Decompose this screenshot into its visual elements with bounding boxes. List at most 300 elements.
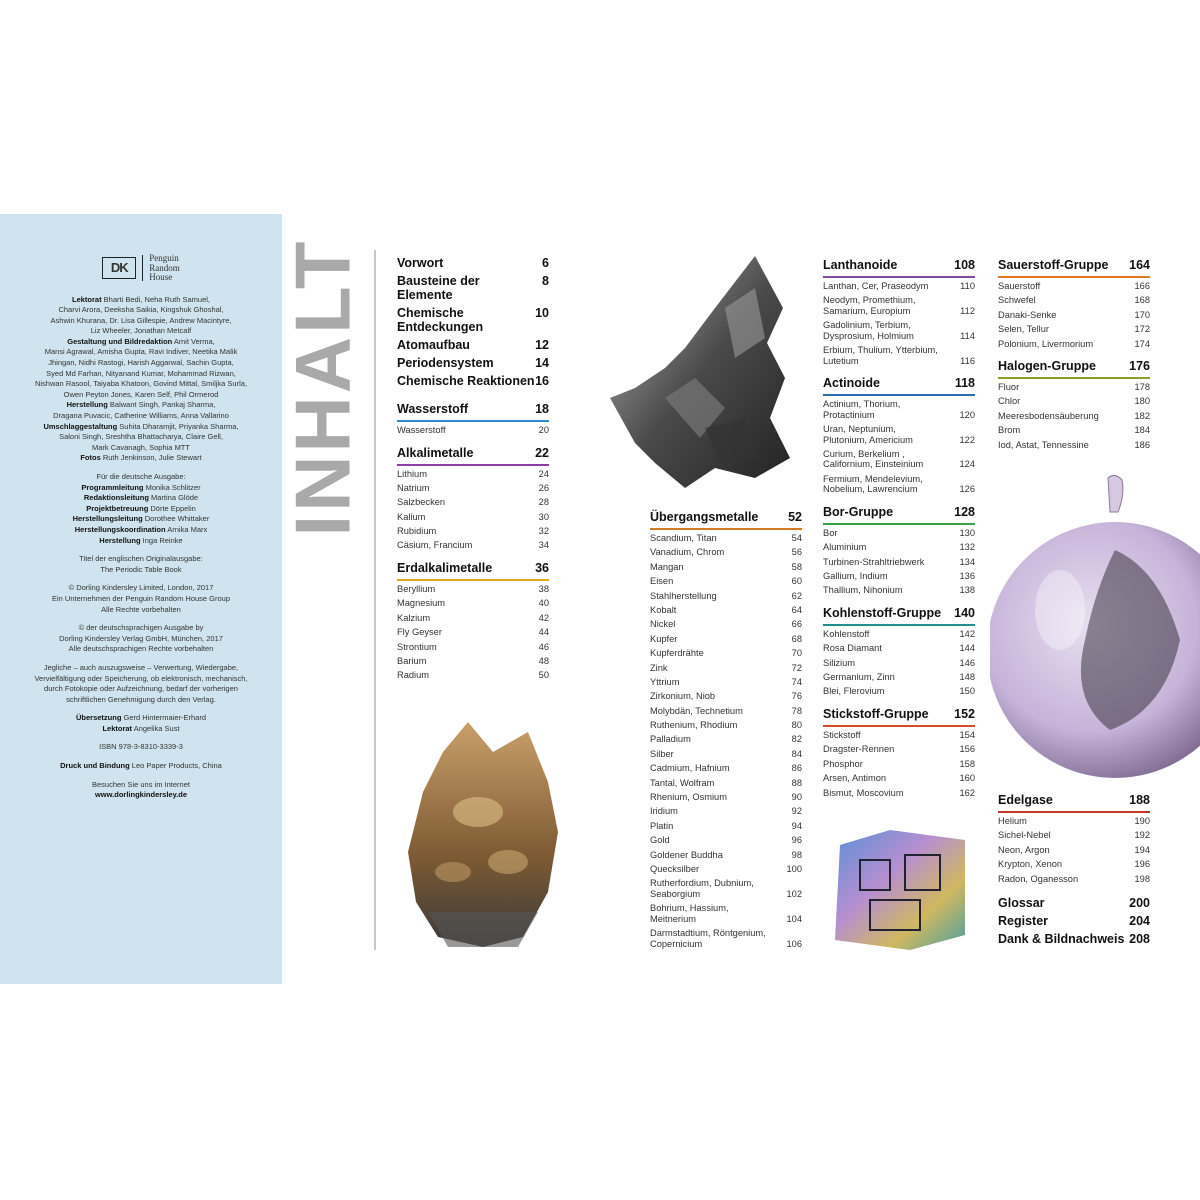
section-title: Übergangsmetalle bbox=[650, 510, 759, 524]
toc-item[interactable] bbox=[650, 562, 802, 573]
credit-line bbox=[12, 400, 270, 411]
toc-column-4 bbox=[998, 258, 1150, 460]
toc-item[interactable] bbox=[650, 648, 802, 659]
credit-names: Arnika Marx bbox=[165, 524, 208, 534]
section-title: Alkalimetalle bbox=[397, 445, 474, 460]
entry-title: Yttrium bbox=[650, 676, 680, 687]
toc-item[interactable] bbox=[650, 677, 802, 688]
entry-title: Scandium, Titan bbox=[650, 533, 717, 543]
page-number: 208 bbox=[1129, 932, 1150, 947]
section-heading[interactable] bbox=[397, 561, 549, 581]
page-number: 12 bbox=[535, 338, 549, 352]
credit-role: Fotos bbox=[80, 453, 101, 463]
credit-names: Dörte Eppelin bbox=[148, 503, 196, 513]
section-page: 22 bbox=[535, 445, 549, 460]
toc-item[interactable] bbox=[823, 449, 975, 470]
entry-title: Selen, Tellur bbox=[998, 324, 1049, 335]
page-number: 134 bbox=[959, 556, 975, 567]
section-heading[interactable] bbox=[650, 510, 802, 530]
credit-block bbox=[12, 623, 270, 655]
toc-item[interactable] bbox=[998, 845, 1150, 856]
credit-line bbox=[12, 742, 270, 753]
toc-item[interactable] bbox=[650, 734, 802, 745]
toc-item[interactable] bbox=[998, 339, 1150, 350]
toc-item[interactable] bbox=[650, 778, 802, 789]
entry-title: Glossar bbox=[998, 896, 1045, 911]
gold-crystal-image bbox=[398, 712, 568, 952]
credit-line bbox=[12, 295, 270, 306]
credit-block bbox=[12, 742, 270, 753]
toc-item[interactable] bbox=[823, 585, 975, 596]
toc-item[interactable] bbox=[823, 759, 975, 770]
toc-section bbox=[998, 793, 1150, 884]
credit-names: Bharti Bedi, Neha Ruth Samuel, bbox=[101, 294, 210, 304]
page-number: 156 bbox=[959, 744, 975, 755]
page-number: 76 bbox=[791, 691, 802, 702]
page-number: 138 bbox=[959, 585, 975, 596]
logo-separator bbox=[142, 255, 143, 281]
toc-item[interactable] bbox=[998, 310, 1150, 321]
page-number: 166 bbox=[1134, 281, 1150, 291]
toc-item[interactable] bbox=[650, 835, 802, 846]
vertical-divider bbox=[374, 250, 376, 950]
credit-role: Herstellung bbox=[66, 400, 108, 410]
section-heading[interactable] bbox=[998, 359, 1150, 379]
section-heading[interactable] bbox=[823, 606, 975, 626]
toc-item[interactable] bbox=[397, 540, 549, 551]
section-heading[interactable] bbox=[998, 258, 1150, 278]
page-number: 182 bbox=[1134, 410, 1150, 421]
entry-title: Curium, Berkelium , Californium, Einsteinium bbox=[823, 448, 924, 470]
toc-section bbox=[650, 510, 802, 949]
credit-names: Dragana Puvacic, Catherine Williams, Anna Vallarino bbox=[53, 411, 229, 421]
credit-line bbox=[12, 316, 270, 327]
page-number: 186 bbox=[1134, 439, 1150, 450]
credit-names: Ein Unternehmen der Penguin Random House Group bbox=[51, 593, 231, 603]
toc-item[interactable] bbox=[650, 792, 802, 803]
section-page: 164 bbox=[1129, 258, 1150, 272]
credit-names: Jegliche – auch auszugsweise – Verwertung, Wiedergabe, bbox=[43, 662, 239, 672]
toc-item[interactable] bbox=[650, 821, 802, 832]
toc-item[interactable] bbox=[823, 730, 975, 741]
bismuth-crystal-image bbox=[830, 825, 970, 955]
toc-item[interactable] bbox=[998, 830, 1150, 841]
credit-names: Besuchen Sie uns im Internet bbox=[92, 779, 190, 789]
credit-line bbox=[12, 453, 270, 464]
toc-item[interactable] bbox=[823, 557, 975, 568]
toc-section bbox=[823, 707, 975, 798]
section-heading[interactable] bbox=[397, 446, 549, 466]
page-number: 62 bbox=[791, 590, 802, 601]
credit-line bbox=[12, 594, 270, 605]
credit-names: Syed Md Farhan, Nityanand Kumar, Mohammad Rizwan, bbox=[46, 368, 236, 378]
toc-item[interactable] bbox=[397, 613, 549, 624]
entry-title: Thallium, Nihonium bbox=[823, 585, 903, 596]
entry-title: Fluor bbox=[998, 382, 1020, 393]
section-page: 188 bbox=[1129, 793, 1150, 807]
credit-line bbox=[12, 483, 270, 494]
toc-item[interactable] bbox=[823, 281, 975, 292]
section-page: 36 bbox=[535, 560, 549, 575]
entry-title: Natrium bbox=[397, 482, 430, 493]
main-entry[interactable] bbox=[998, 896, 1150, 910]
toc-item[interactable] bbox=[823, 773, 975, 784]
main-entry[interactable] bbox=[397, 338, 549, 352]
toc-item[interactable] bbox=[823, 474, 975, 495]
entry-title: Atomaufbau bbox=[397, 338, 470, 352]
credit-line bbox=[12, 390, 270, 401]
toc-item[interactable] bbox=[397, 584, 549, 595]
toc-item[interactable] bbox=[823, 571, 975, 582]
credit-line bbox=[12, 326, 270, 337]
credit-line bbox=[12, 525, 270, 536]
toc-section bbox=[823, 606, 975, 697]
section-title: Bor-Gruppe bbox=[823, 504, 894, 519]
page-number: 170 bbox=[1134, 309, 1150, 320]
entry-title: Schwefel bbox=[998, 295, 1036, 306]
entry-title: Iod, Astat, Tennessine bbox=[998, 439, 1089, 450]
page-number: 94 bbox=[791, 820, 802, 831]
entry-title: Kalium bbox=[397, 511, 426, 522]
page-number: 42 bbox=[538, 612, 549, 623]
credit-line bbox=[12, 536, 270, 547]
toc-item[interactable] bbox=[998, 281, 1150, 292]
toc-item[interactable] bbox=[998, 425, 1150, 436]
page-number: 180 bbox=[1134, 396, 1150, 407]
credit-names: ISBN 978-3-8310-3339-3 bbox=[99, 742, 183, 752]
page-number: 160 bbox=[959, 773, 975, 784]
credit-line bbox=[12, 674, 270, 685]
entry-title: Uran, Neptunium, Plutonium, Americium bbox=[823, 424, 913, 445]
entry-title: Neon, Argon bbox=[998, 844, 1050, 855]
page-number: 48 bbox=[538, 655, 549, 666]
credit-line bbox=[12, 761, 270, 772]
page-number: 40 bbox=[538, 598, 549, 609]
entry-title: Cäsium, Francium bbox=[397, 540, 473, 551]
credit-names: Balwant Singh, Pankaj Sharma, bbox=[107, 400, 216, 410]
credit-names: Inga Reinke bbox=[140, 535, 183, 545]
credit-names: Amit Verma, bbox=[172, 336, 215, 346]
page-number: 106 bbox=[786, 938, 802, 949]
toc-section bbox=[823, 376, 975, 495]
entry-title: Register bbox=[998, 914, 1049, 929]
credit-names: Mansi Agrawal, Amisha Gupta, Ravi Indiver, Neetika Malik bbox=[44, 347, 238, 357]
credit-role: Herstellung bbox=[99, 535, 141, 545]
page-number: 204 bbox=[1129, 914, 1150, 929]
dark-metal-crystal-image bbox=[605, 248, 805, 498]
toc-item[interactable] bbox=[397, 483, 549, 494]
page-number: 130 bbox=[959, 527, 975, 538]
toc-item[interactable] bbox=[998, 324, 1150, 335]
dk-logo-icon: DK bbox=[102, 257, 136, 279]
toc-item[interactable] bbox=[650, 706, 802, 717]
page-number: 80 bbox=[791, 720, 802, 731]
entry-title: Chemische Entdeckungen bbox=[397, 306, 484, 334]
entry-title: Goldener Buddha bbox=[650, 849, 723, 860]
toc-item[interactable] bbox=[823, 320, 975, 341]
entry-title: Blei, Flerovium bbox=[823, 686, 885, 697]
credit-line bbox=[12, 790, 270, 801]
toc-item[interactable] bbox=[823, 424, 975, 445]
entry-title: Silber bbox=[650, 748, 674, 759]
toc-item[interactable] bbox=[998, 411, 1150, 422]
credit-names: Liz Wheeler, Jonathan Metcalf bbox=[90, 326, 192, 336]
toc-item[interactable] bbox=[650, 928, 802, 949]
credit-line bbox=[12, 663, 270, 674]
toc-item[interactable] bbox=[650, 591, 802, 602]
toc-item[interactable] bbox=[998, 295, 1150, 306]
credit-role: Projektbetreuung bbox=[86, 503, 149, 513]
credit-names: Saloni Singh, Sreshtha Bhattacharya, Claire Gell, bbox=[59, 432, 223, 442]
page-number: 190 bbox=[1134, 816, 1150, 826]
section-page: 128 bbox=[954, 504, 975, 519]
credit-names: Dorling Kindersley Verlag GmbH, München, 2017 bbox=[59, 633, 223, 643]
section-heading[interactable] bbox=[397, 402, 549, 422]
main-entry[interactable] bbox=[397, 306, 549, 334]
page-number: 14 bbox=[535, 356, 549, 370]
entry-title: Silizium bbox=[823, 657, 856, 668]
credit-line bbox=[12, 634, 270, 645]
entry-title: Stahlherstellung bbox=[650, 590, 717, 601]
toc-item[interactable] bbox=[650, 691, 802, 702]
toc-item[interactable] bbox=[650, 619, 802, 630]
page-number: 34 bbox=[538, 540, 549, 551]
main-entry[interactable] bbox=[397, 256, 549, 270]
entry-title: Erbium, Thulium, Ytterbium, Lutetium bbox=[823, 345, 938, 366]
credit-names: Nishwan Rasool, Taiyaba Khatoon, Govind Mittal, Smiljka Surla, bbox=[34, 379, 248, 389]
page-number: 162 bbox=[959, 787, 975, 798]
page-number: 64 bbox=[791, 604, 802, 615]
credit-names: Owen Peyton Jones, Karen Self, Phil Ormerod bbox=[63, 389, 219, 399]
credit-line bbox=[12, 305, 270, 316]
entry-title: Sauerstoff bbox=[998, 281, 1041, 291]
page-number: 122 bbox=[959, 434, 975, 445]
credit-names: Suhita Dharamjit, Priyanka Sharma, bbox=[117, 421, 239, 431]
credit-block bbox=[12, 663, 270, 705]
section-heading[interactable] bbox=[823, 376, 975, 396]
page-number: 58 bbox=[791, 561, 802, 572]
credit-role: Übersetzung bbox=[75, 713, 122, 723]
toc-item[interactable] bbox=[823, 295, 975, 316]
entry-title: Darmstadtium, Röntgenium, Copernicium bbox=[650, 928, 766, 949]
entry-title: Strontium bbox=[397, 641, 437, 652]
credit-names: Vervielfältigung oder Speicherung, ob elektronisch, mechanisch, bbox=[34, 673, 248, 683]
page-number: 54 bbox=[791, 533, 802, 543]
credit-names: Ashwin Khurana, Dr. Lisa Gillespie, Andrew Macintyre, bbox=[50, 315, 232, 325]
toc-item[interactable] bbox=[397, 425, 549, 436]
toc-item[interactable] bbox=[823, 528, 975, 539]
page-number: 154 bbox=[959, 729, 975, 740]
toc-item[interactable] bbox=[650, 663, 802, 674]
publisher-logo bbox=[12, 254, 270, 283]
credit-line bbox=[12, 493, 270, 504]
toc-item[interactable] bbox=[650, 749, 802, 760]
main-entry[interactable] bbox=[998, 932, 1150, 946]
toc-item[interactable] bbox=[397, 512, 549, 523]
main-entry[interactable] bbox=[397, 356, 549, 370]
entry-title: Krypton, Xenon bbox=[998, 859, 1063, 870]
toc-item[interactable] bbox=[823, 542, 975, 553]
entry-title: Gallium, Indium bbox=[823, 571, 888, 582]
page-number: 68 bbox=[791, 633, 802, 644]
section-heading[interactable] bbox=[823, 707, 975, 727]
toc-item[interactable] bbox=[397, 598, 549, 609]
credit-line bbox=[12, 514, 270, 525]
credit-block bbox=[12, 554, 270, 575]
entry-title: Vorwort bbox=[397, 256, 444, 270]
entry-title: Polonium, Livermorium bbox=[998, 338, 1094, 349]
page-number: 184 bbox=[1134, 425, 1150, 436]
entry-title: Radon, Oganesson bbox=[998, 873, 1079, 884]
page-number: 100 bbox=[786, 863, 802, 874]
section-title: Erdalkalimetalle bbox=[397, 560, 493, 575]
credit-line bbox=[12, 379, 270, 390]
toc-item[interactable] bbox=[397, 627, 549, 638]
toc-item[interactable] bbox=[998, 396, 1150, 407]
credit-line bbox=[12, 472, 270, 483]
entry-title: Kupfer bbox=[650, 633, 678, 644]
entry-title: Phosphor bbox=[823, 758, 863, 769]
section-page: 108 bbox=[954, 258, 975, 272]
toc-item[interactable] bbox=[823, 345, 975, 366]
credit-names: durch Fotokopie oder Aufzeichnung, bedarf der vorherigen bbox=[44, 684, 238, 694]
entry-title: Gold bbox=[650, 835, 670, 846]
credit-line bbox=[12, 695, 270, 706]
section-title: Kohlenstoff-Gruppe bbox=[823, 605, 942, 620]
credit-names: Dorothee Whittaker bbox=[142, 514, 210, 524]
page-number: 144 bbox=[959, 643, 975, 654]
section-heading[interactable] bbox=[998, 793, 1150, 813]
credit-names: Monika Schlitzer bbox=[143, 482, 201, 492]
toc-item[interactable] bbox=[823, 672, 975, 683]
toc-item[interactable] bbox=[397, 526, 549, 537]
toc-item[interactable] bbox=[397, 497, 549, 508]
entry-title: Fermium, Mendelevium, Nobelium, Lawrencium bbox=[823, 473, 923, 495]
entry-title: Periodensystem bbox=[397, 356, 494, 370]
credit-role: Gestaltung und Bildredaktion bbox=[67, 336, 173, 346]
entry-title: Chemische Reaktionen bbox=[397, 374, 535, 388]
page-number: 124 bbox=[959, 459, 975, 470]
toc-item[interactable] bbox=[823, 686, 975, 697]
credit-line bbox=[12, 347, 270, 358]
entry-title: Vanadium, Chrom bbox=[650, 547, 725, 558]
credit-line bbox=[12, 554, 270, 565]
page-number: 198 bbox=[1134, 873, 1150, 884]
credit-line bbox=[12, 724, 270, 735]
section-page: 152 bbox=[954, 706, 975, 721]
credit-line bbox=[12, 583, 270, 594]
credit-line bbox=[12, 605, 270, 616]
entry-title: Magnesium bbox=[397, 598, 446, 609]
toc-column-3 bbox=[823, 258, 975, 808]
toc-item[interactable] bbox=[650, 576, 802, 587]
toc-item[interactable] bbox=[823, 399, 975, 420]
toc-item[interactable] bbox=[650, 533, 802, 544]
entry-title: Actinium, Thorium, Protactinium bbox=[823, 399, 901, 420]
entry-title: Dragster-Rennen bbox=[823, 744, 895, 755]
credit-names: Leo Paper Products, China bbox=[129, 761, 222, 771]
entry-title: Zirkonium, Niob bbox=[650, 691, 716, 702]
toc-item[interactable] bbox=[397, 469, 549, 480]
toc-item[interactable] bbox=[650, 850, 802, 861]
page-number: 28 bbox=[538, 497, 549, 508]
entry-title: Zink bbox=[650, 662, 668, 673]
toc-item[interactable] bbox=[823, 744, 975, 755]
credit-line bbox=[12, 644, 270, 655]
main-entry[interactable] bbox=[397, 274, 549, 302]
page-number: 26 bbox=[538, 482, 549, 493]
toc-column-4-edelgase bbox=[998, 793, 1150, 950]
entry-title: Kohlenstoff bbox=[823, 628, 870, 639]
page-number: 150 bbox=[959, 686, 975, 697]
page-number: 50 bbox=[538, 670, 549, 681]
main-entry[interactable] bbox=[397, 374, 549, 388]
page-number: 178 bbox=[1134, 382, 1150, 393]
toc-item[interactable] bbox=[998, 440, 1150, 451]
credit-role: Druck und Bindung bbox=[60, 761, 130, 771]
main-entry[interactable] bbox=[998, 914, 1150, 928]
toc-item[interactable] bbox=[998, 859, 1150, 870]
toc-item[interactable] bbox=[650, 605, 802, 616]
credit-line bbox=[12, 369, 270, 380]
section-page: 52 bbox=[788, 510, 802, 524]
page-number: 200 bbox=[1129, 896, 1150, 911]
section-title: Edelgase bbox=[998, 793, 1053, 807]
toc-item[interactable] bbox=[650, 878, 802, 899]
credit-line bbox=[12, 337, 270, 348]
credit-block bbox=[12, 780, 270, 801]
entry-title: Kalzium bbox=[397, 612, 431, 623]
page-number: 82 bbox=[791, 734, 802, 745]
toc-item[interactable] bbox=[650, 763, 802, 774]
section-page: 140 bbox=[954, 605, 975, 620]
entry-title: Gadolinium, Terbium, Dysprosium, Holmium bbox=[823, 320, 914, 341]
toc-item[interactable] bbox=[650, 547, 802, 558]
toc-item[interactable] bbox=[998, 874, 1150, 885]
section-heading[interactable] bbox=[823, 505, 975, 525]
toc-item[interactable] bbox=[650, 864, 802, 875]
toc-item[interactable] bbox=[650, 634, 802, 645]
entry-title: Molybdän, Technetium bbox=[650, 705, 743, 716]
toc-item[interactable] bbox=[823, 643, 975, 654]
penguin-random-house-label: Penguin Random House bbox=[149, 253, 180, 282]
credit-line bbox=[12, 443, 270, 454]
toc-item[interactable] bbox=[650, 720, 802, 731]
toc-item[interactable] bbox=[397, 656, 549, 667]
entry-title: Helium bbox=[998, 816, 1027, 826]
toc-item[interactable] bbox=[998, 382, 1150, 393]
entry-title: Palladium bbox=[650, 734, 691, 745]
toc-column-1 bbox=[397, 256, 549, 691]
toc-item[interactable] bbox=[650, 806, 802, 817]
section-heading[interactable] bbox=[823, 258, 975, 278]
toc-item[interactable] bbox=[998, 816, 1150, 827]
page-number: 96 bbox=[791, 835, 802, 846]
page-number: 126 bbox=[959, 484, 975, 495]
toc-item[interactable] bbox=[823, 629, 975, 640]
toc-item[interactable] bbox=[823, 788, 975, 799]
entry-title: Tantal, Wolfram bbox=[650, 777, 715, 788]
page-number: 98 bbox=[791, 849, 802, 860]
toc-item[interactable] bbox=[397, 642, 549, 653]
page-number: 148 bbox=[959, 672, 975, 683]
credit-names: Für die deutsche Ausgabe: bbox=[96, 472, 186, 481]
toc-item[interactable] bbox=[650, 903, 802, 924]
toc-item[interactable] bbox=[823, 658, 975, 669]
toc-item[interactable] bbox=[397, 670, 549, 681]
page-number: 44 bbox=[538, 627, 549, 638]
credit-names: Jhingan, Nidhi Rastogi, Harish Aggarwal, Sachin Gupta, bbox=[48, 358, 234, 368]
